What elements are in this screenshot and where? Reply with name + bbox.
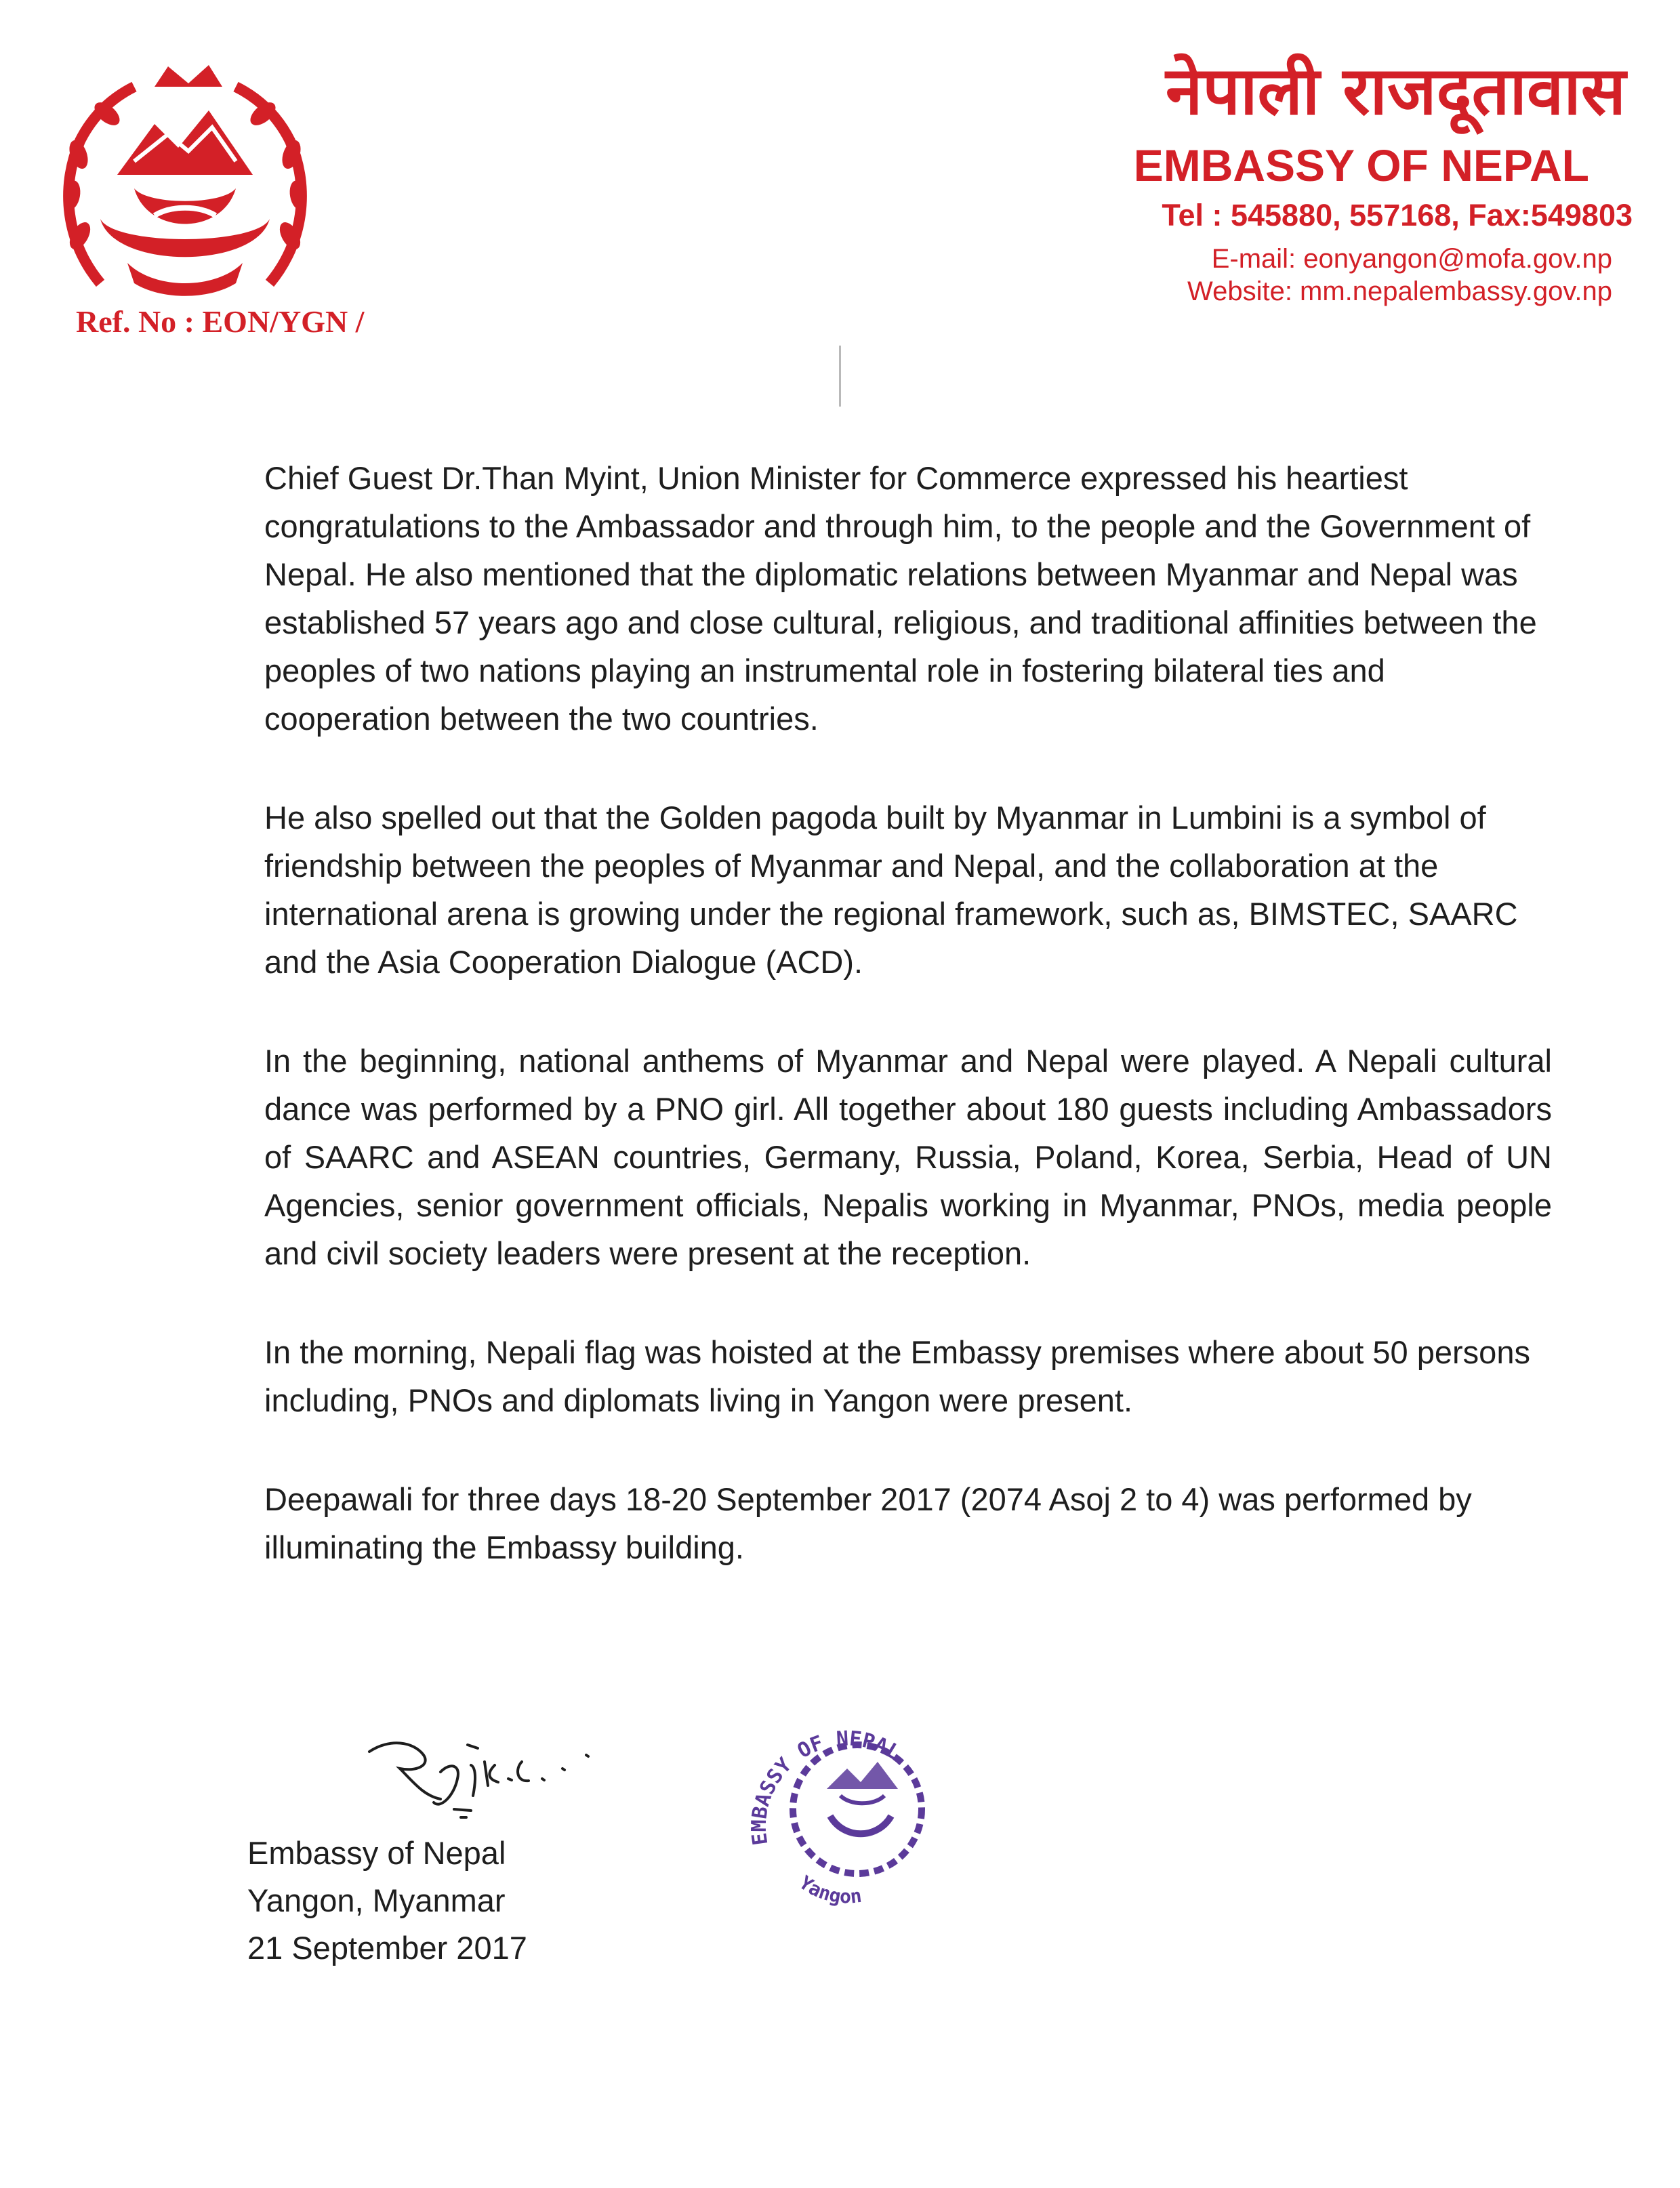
reference-number: Ref. No : EON/YGN / (76, 304, 365, 339)
letter-date: 21 September 2017 (247, 1930, 527, 1966)
embassy-title: EMBASSY OF NEPAL (1133, 140, 1589, 190)
body-paragraph: He also spelled out that the Golden pagoda built by Myanmar in Lumbini is a symbol of friendship between the peoples of Myanmar and Nepal, and the collaboration at the international arena is growing under the regional framework, such as, BIMSTEC, SAARC and the Asia Cooperation Dialogue (ACD). (264, 800, 1518, 980)
signatory-location: Yangon, Myanmar (247, 1882, 506, 1918)
nepal-emblem-logo (53, 60, 317, 304)
signatory-organization: Embassy of Nepal (247, 1835, 506, 1871)
body-paragraph: In the beginning, national anthems of Myanmar and Nepal were played. A Nepali cultural dance was performed by a PNO girl. All together about 180 guests including Ambassadors of SAARC and ASEAN countries, Germany, Russia, Poland, Korea, Serbia, Head of UN Agencies, senior government officials, Nepalis working in Myanmar, PNOs, media people and civil society leaders were present at the reception. (264, 1043, 1552, 1271)
body-paragraph: In the morning, Nepali flag was hoisted at the Embassy premises where about 50 persons including, PNOs and diplomats living in Yangon were present. (264, 1334, 1530, 1418)
fold-mark-divider (839, 346, 841, 407)
letter-body (264, 454, 1552, 1622)
body-paragraph: Chief Guest Dr.Than Myint, Union Minister for Commerce expressed his heartiest congratulations to the Ambassador and through him, to the people and the Government of Nepal. He also mentioned that the diplomatic relations between Myanmar and Nepal was established 57 years ago and close cultural, religious, and traditional affinities between the peoples of two nations playing an instrumental role in fostering bilateral ties and cooperation between the two countries. (264, 460, 1537, 737)
stamp-bottom-text: Yangon (795, 1871, 863, 1908)
contact-email: E-mail: eonyangon@mofa.gov.np (1211, 244, 1612, 274)
contact-telephone: Tel : 545880, 557168, Fax:549803 (1162, 198, 1633, 233)
letterhead (887, 53, 1633, 308)
nepali-title: नेपाली राजदूतावास (1166, 53, 1626, 130)
body-paragraph: Deepawali for three days 18-20 September 2017 (2074 Asoj 2 to 4) was performed by illuminating the Embassy building. (264, 1481, 1472, 1565)
embassy-seal-stamp (739, 1714, 956, 1931)
stamp-top-text: EMBASSY OF NEPAL (747, 1727, 905, 1847)
signature-block (247, 1830, 527, 1972)
contact-website: Website: mm.nepalembassy.gov.np (1187, 276, 1612, 307)
handwritten-signature (359, 1714, 630, 1823)
